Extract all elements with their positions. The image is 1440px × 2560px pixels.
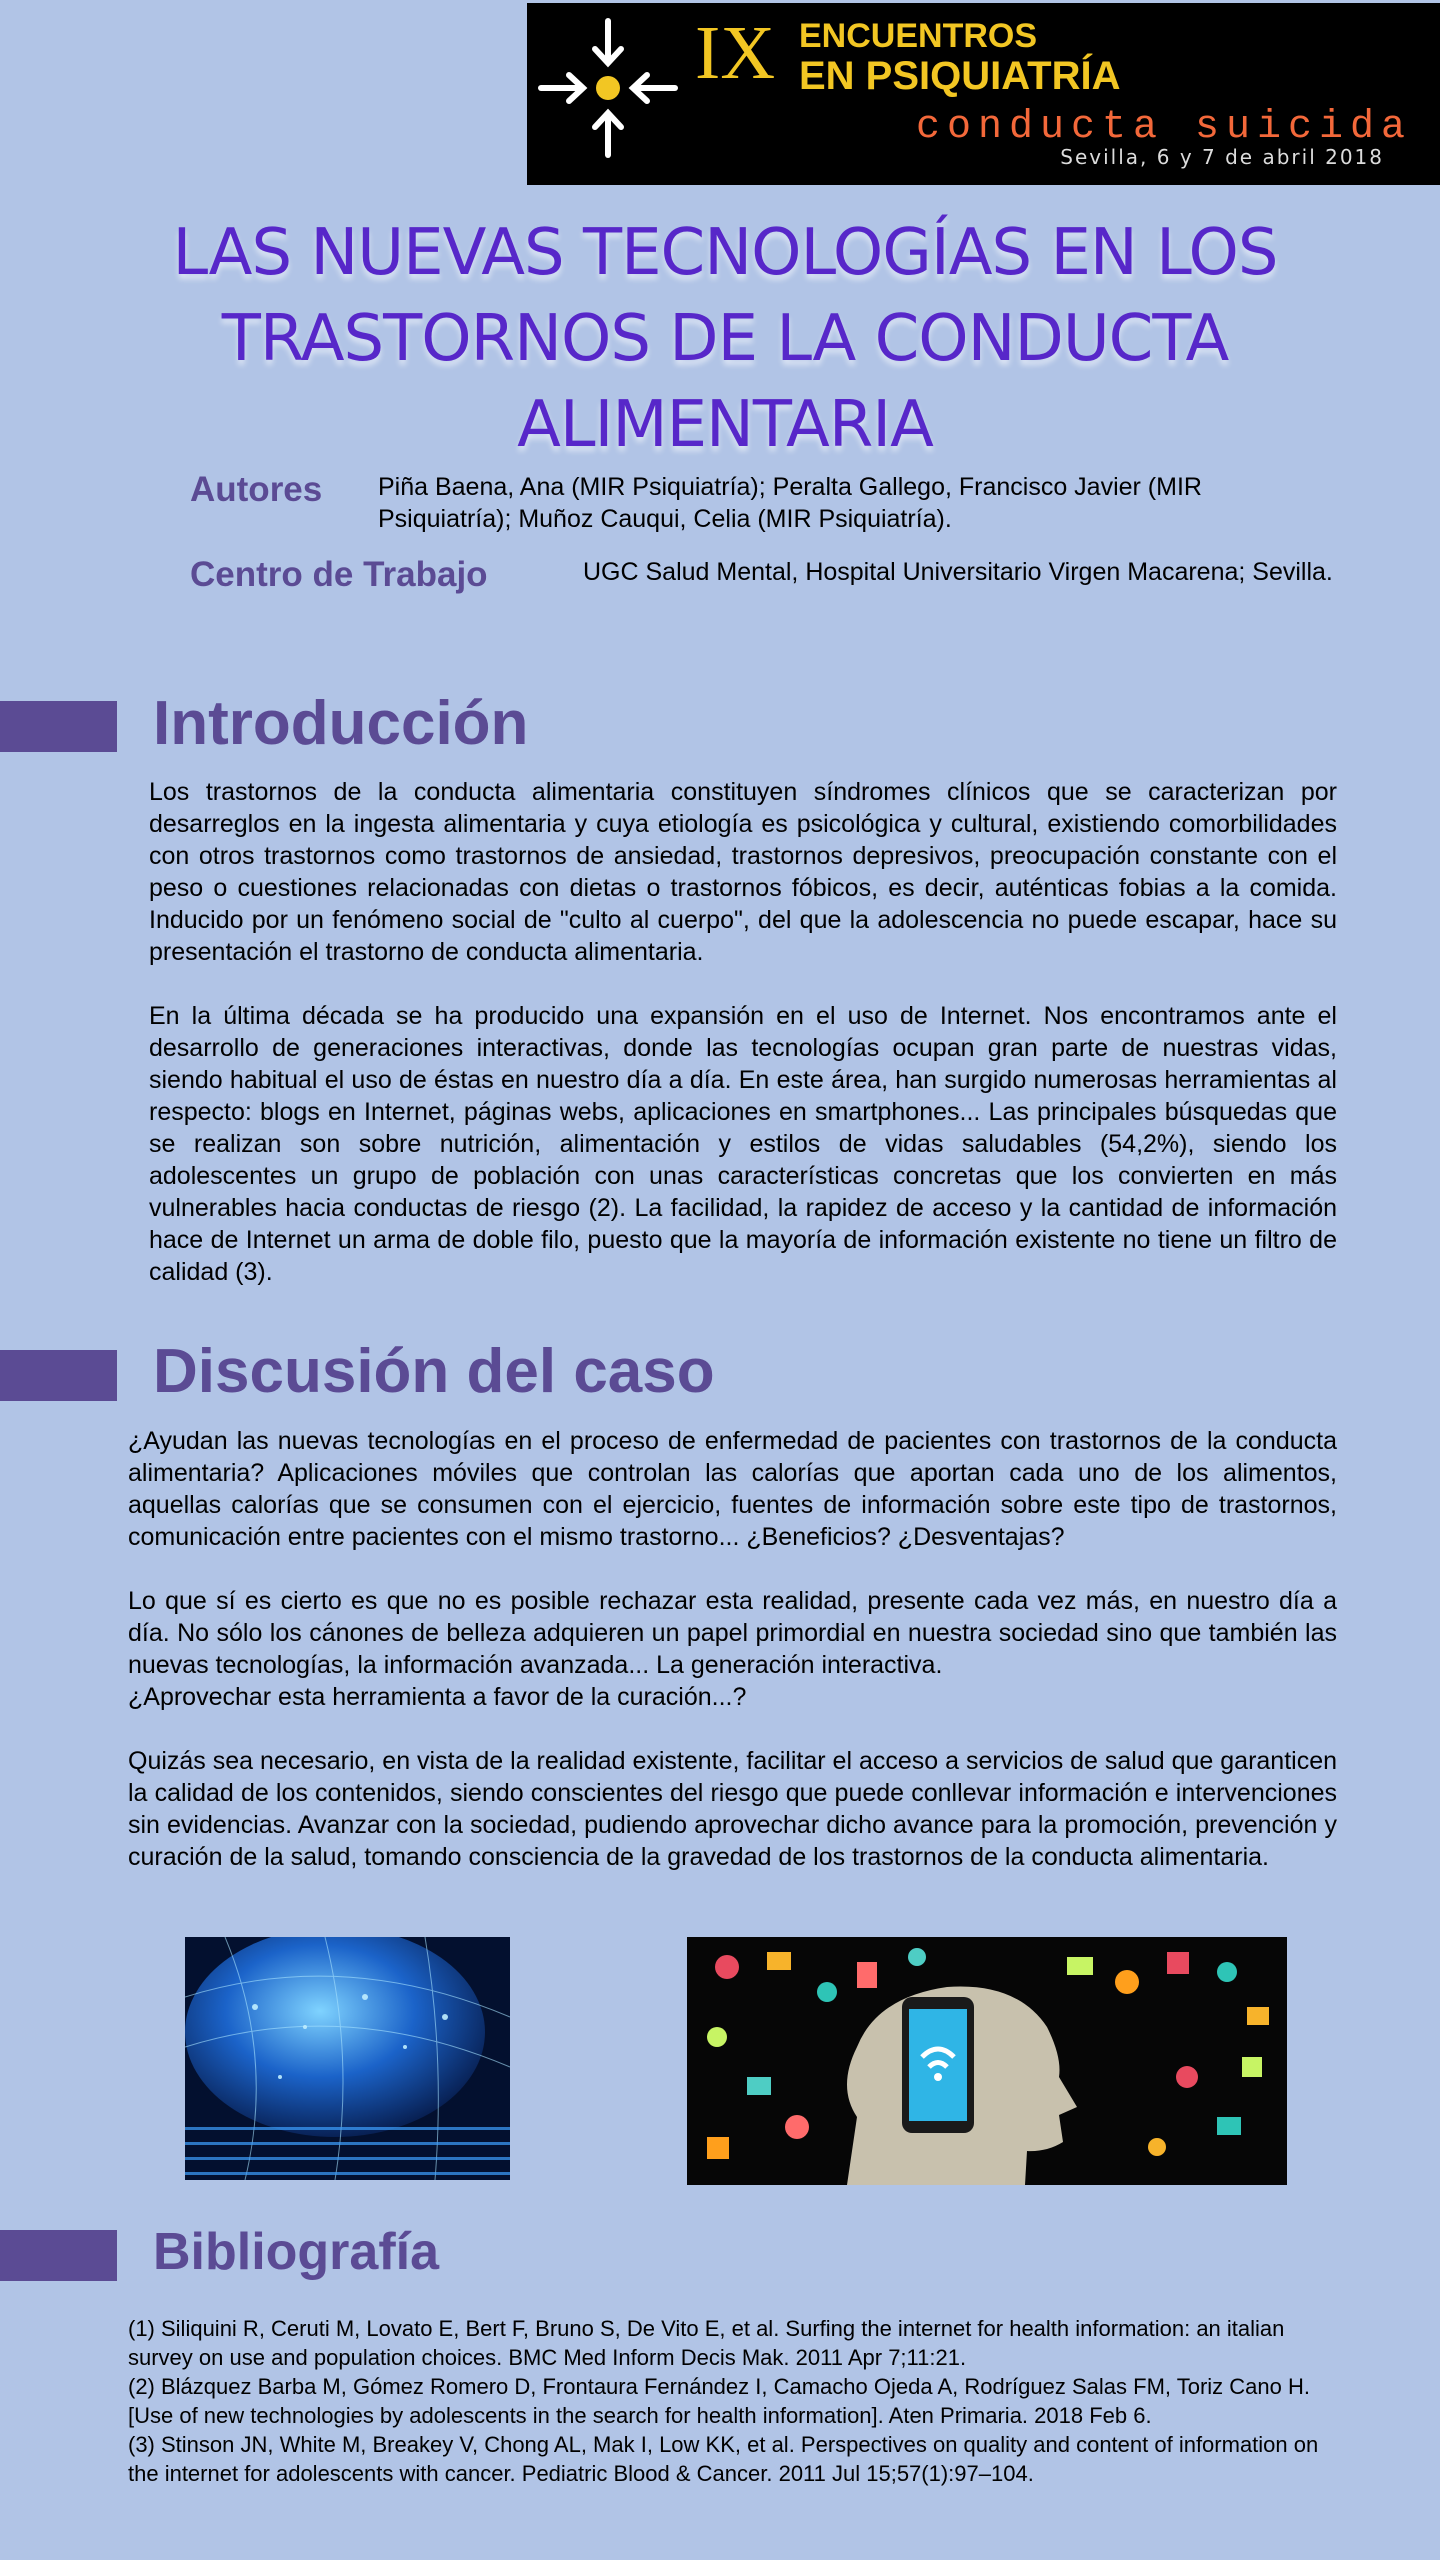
head-smartphone-image bbox=[687, 1937, 1287, 2185]
discussion-paragraph-3: Quizás sea necesario, en vista de la realidad existente, facilitar el acceso a servicios de salud que garanticen la calidad de los contenidos, siendo conscientes del riesgo que puede conllevar información e intervenciones sin evidencias. Avanzar con la sociedad, pudiendo aprovechar dicho avance para la promoción, prevención y curación de la salud, tomando consciencia de la gravedad de los trastornos de la conducta alimentaria. bbox=[128, 1747, 1338, 1871]
discussion-section-bar bbox=[0, 1350, 117, 1401]
bibliography-ref: (3) Stinson JN, White M, Breakey V, Chong AL, Mak I, Low KK, et al. Perspectives on quality and content of information on the internet for adolescents with cancer. Pediatric Blood & Cancer. 2011 Jul 15;57(1):97–104. bbox=[128, 2432, 1319, 2486]
discussion-heading: Discusión del caso bbox=[153, 1337, 715, 1406]
bibliography-list bbox=[128, 2314, 1343, 2488]
bibliography-heading: Bibliografía bbox=[153, 2223, 440, 2281]
intro-paragraph-2: En la última década se ha producido una expansión en el uso de Internet. Nos encontramos ante el desarrollo de generaciones interactivas, donde las tecnologías ocupan gran parte de nuestras vidas, siendo habitual el uso de éstas en nuestro día a día. En este área, han surgido numerosas herramientas al respecto: blogs en Internet, páginas webs, aplicaciones en smartphones... Las principales búsquedas que se realizan son sobre nutrición, alimentación y estilos de vidas saludables (54,2%), siendo los adolescentes un grupo de población con unas características concretas que los convierten en más vulnerables hacia conductas de riesgo (2). La facilidad, la rapidez de acceso y la cantidad de información hace de Internet un arma de doble filo, puesto que la mayoría de información existente no tiene un filtro de calidad (3). bbox=[149, 1002, 1337, 1286]
authors-text: Piña Baena, Ana (MIR Psiquiatría); Peralta Gallego, Francisco Javier (MIR Psiquiatría); Muñoz Cauqui, Celia (MIR Psiquiatría). bbox=[378, 473, 1202, 533]
bibliography-section-bar bbox=[0, 2230, 117, 2281]
event-name-line1: ENCUENTROS bbox=[799, 17, 1038, 55]
workplace-text: UGC Salud Mental, Hospital Universitario Virgen Macarena; Sevilla. bbox=[583, 558, 1333, 586]
globe-network-image bbox=[185, 1937, 510, 2180]
poster-title bbox=[150, 210, 1300, 468]
intro-section-bar bbox=[0, 701, 117, 752]
title-line3: ALIMENTARIA bbox=[517, 388, 933, 462]
event-banner bbox=[527, 3, 1440, 185]
discussion-question: ¿Aprovechar esta herramienta a favor de la curación...? bbox=[128, 1683, 747, 1711]
event-name bbox=[799, 19, 1121, 97]
title-line1: LAS NUEVAS TECNOLOGÍAS EN LOS bbox=[172, 216, 1278, 290]
edition-numeral: IX bbox=[695, 11, 776, 95]
intro-paragraph-1: Los trastornos de la conducta alimentaria constituyen síndromes clínicos que se caracterizan por desarreglos en la ingesta alimentaria y cuya etiología es psicológica y cultural, existiendo comorbilidades con otros trastornos como trastornos de ansiedad, trastornos depresivos, preocupación constante con el peso o cuestiones relacionadas con dietas o trastornos fóbicos, es decir, auténticas fobias a la comida. Inducido por un fenómeno social de "culto al cuerpo", del que la adolescencia no puede escapar, hace su presentación el trastorno de conducta alimentaria. bbox=[149, 778, 1337, 966]
discussion-paragraph-1: ¿Ayudan las nuevas tecnologías en el proceso de enfermedad de pacientes con trastornos de la conducta alimentaria? Aplicaciones móviles que controlan las calorías que aportan cada uno de los alimentos, aquellas calorías que se consumen con el ejercicio, fuentes de información sobre este tipo de trastornos, comunicación entre pacientes con el mismo trastorno... ¿Beneficios? ¿Desventajas? bbox=[128, 1427, 1337, 1551]
authors-label: Autores bbox=[190, 470, 323, 509]
event-subtitle: conducta suicida bbox=[915, 105, 1412, 150]
arrows-logo-icon bbox=[533, 13, 683, 163]
bibliography-ref: (1) Siliquini R, Ceruti M, Lovato E, Bert F, Bruno S, De Vito E, et al. Surfing the internet for health information: an italian survey on use and population choices. BMC Med Inform Decis Mak. 2011 Apr 7;11:21. bbox=[128, 2316, 1285, 2370]
event-name-line2: EN PSIQUIATRÍA bbox=[799, 53, 1121, 98]
discussion-paragraph-2: Lo que sí es cierto es que no es posible rechazar esta realidad, presente cada vez más, en nuestro día a día. No sólo los cánones de belleza adquieren un papel primordial en nuestra sociedad sino que también las nuevas tecnologías, la información avanzada... La generación interactiva. bbox=[128, 1587, 1337, 1679]
discussion-body bbox=[128, 1425, 1337, 1873]
bibliography-ref: (2) Blázquez Barba M, Gómez Romero D, Frontaura Fernández I, Camacho Ojeda A, Rodríguez Salas FM, Toriz Cano H. [Use of new technologies by adolescents in the search for health information]. Aten Primaria. 2018 Feb 6. bbox=[128, 2374, 1310, 2428]
title-line2: TRASTORNOS DE LA CONDUCTA bbox=[221, 302, 1229, 376]
event-date: Sevilla, 6 y 7 de abril 2018 bbox=[1060, 145, 1384, 169]
intro-heading: Introducción bbox=[153, 689, 529, 758]
intro-body bbox=[149, 776, 1337, 1288]
workplace-label: Centro de Trabajo bbox=[190, 555, 488, 594]
